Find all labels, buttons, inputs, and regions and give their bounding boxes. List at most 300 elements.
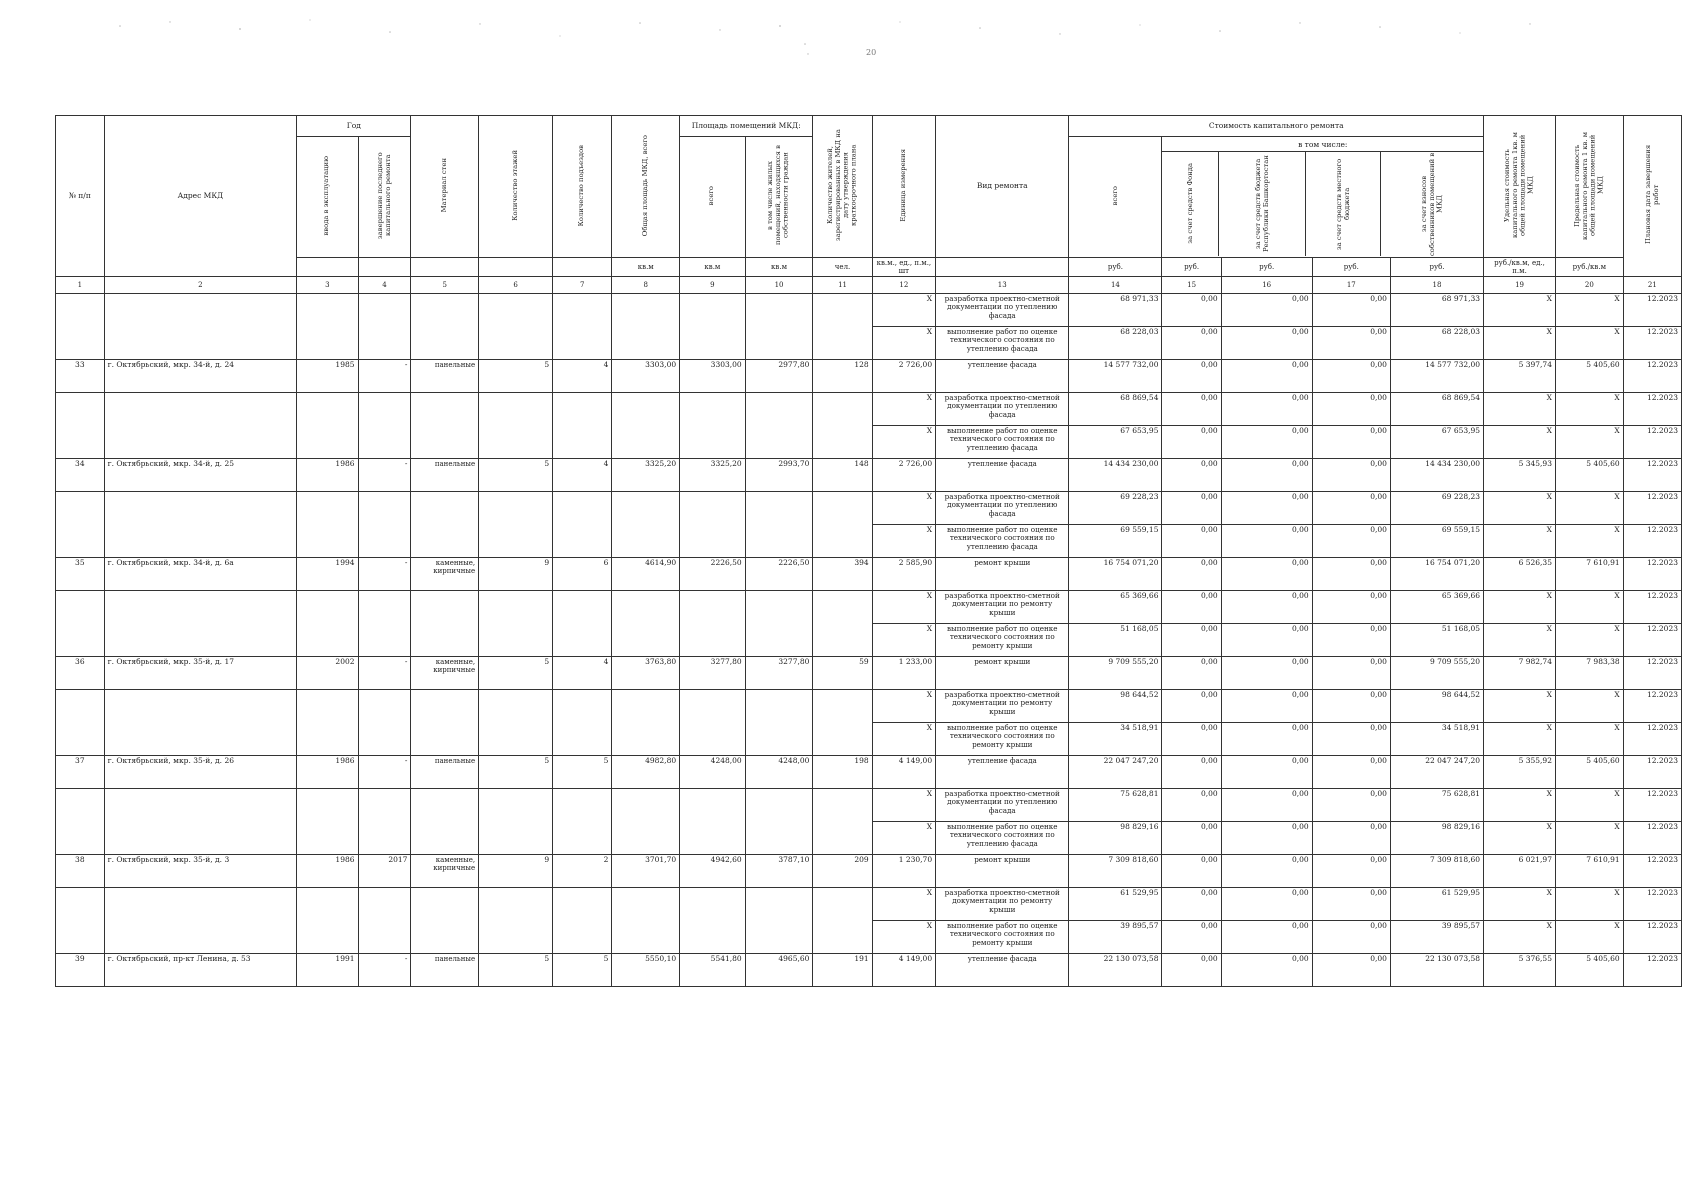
- cell-unit: 2 726,00: [872, 360, 935, 393]
- table-row: [56, 558, 1682, 591]
- cell-year-built: [297, 393, 358, 426]
- cell-entrances: 6: [553, 558, 612, 591]
- table-row: [56, 327, 1682, 360]
- cell-address: г. Октябрьский, мкр. 35-й, д. 17: [104, 657, 297, 690]
- cell-entrances: 5: [553, 756, 612, 789]
- cell-entrances: 4: [553, 459, 612, 492]
- table-row: [56, 657, 1682, 690]
- cell-fund: 0,00: [1162, 492, 1221, 525]
- cell-floors: 5: [479, 360, 553, 393]
- column-number: 17: [1312, 277, 1390, 294]
- cell-year-built: 1986: [297, 459, 358, 492]
- cell-republic: 0,00: [1221, 327, 1312, 360]
- cell-entrances: [553, 723, 612, 756]
- cell-unit: 2 726,00: [872, 459, 935, 492]
- cell-prem-total: 2226,50: [680, 558, 746, 591]
- column-number: 16: [1221, 277, 1312, 294]
- cell-floors: [479, 723, 553, 756]
- cell-republic: 0,00: [1221, 525, 1312, 558]
- cell-entrances: 2: [553, 855, 612, 888]
- cell-owners: 51 168,05: [1390, 624, 1483, 657]
- cell-prem-owned: [745, 426, 813, 459]
- cell-residents: [813, 789, 872, 822]
- cell-material: [411, 690, 479, 723]
- table-row: [56, 360, 1682, 393]
- cell-floors: [479, 492, 553, 525]
- cell-address: г. Октябрьский, пр-кт Ленина, д. 53: [104, 954, 297, 987]
- cell-floors: 5: [479, 756, 553, 789]
- cell-local: 0,00: [1312, 624, 1390, 657]
- cell-cost-total: 68 869,54: [1069, 393, 1162, 426]
- cell-republic: 0,00: [1221, 492, 1312, 525]
- cell-work: выполнение работ по оценке технического состояния по ремонту крыши: [936, 921, 1069, 954]
- cell-unit-cost: X: [1484, 327, 1556, 360]
- cell-limit-cost: 5 405,60: [1555, 954, 1623, 987]
- cell-prem-owned: 2226,50: [745, 558, 813, 591]
- cell-limit-cost: X: [1555, 591, 1623, 624]
- cell-unit-cost: 5 376,55: [1484, 954, 1556, 987]
- cell-unit-cost: X: [1484, 723, 1556, 756]
- cell-owners: 61 529,95: [1390, 888, 1483, 921]
- cell-owners: 69 559,15: [1390, 525, 1483, 558]
- cell-residents: [813, 921, 872, 954]
- cell-year-repair: [358, 393, 411, 426]
- cell-deadline: 12.2023: [1623, 426, 1681, 459]
- cell-material: [411, 822, 479, 855]
- cell-unit: 4 149,00: [872, 756, 935, 789]
- cell-residents: 148: [813, 459, 872, 492]
- cell-residents: [813, 624, 872, 657]
- cell-fund: 0,00: [1162, 855, 1221, 888]
- cell-republic: 0,00: [1221, 624, 1312, 657]
- cell-cost-total: 16 754 071,20: [1069, 558, 1162, 591]
- cell-republic: 0,00: [1221, 690, 1312, 723]
- cell-work: выполнение работ по оценке технического состояния по утеплению фасада: [936, 822, 1069, 855]
- header-prem-owned: в том числе жилых помещений, находящихся в собственности граждан: [745, 137, 813, 258]
- header-residents: Количество жителей, зарегистрированных в МКД на дату утверждения краткосрочного плана: [813, 116, 872, 258]
- cell-deadline: 12.2023: [1623, 822, 1681, 855]
- cell-address: г. Октябрьский, мкр. 35-й, д. 26: [104, 756, 297, 789]
- cell-prem-total: [680, 327, 746, 360]
- cell-unit-cost: 6 526,35: [1484, 558, 1556, 591]
- cell-year-repair: [358, 789, 411, 822]
- cell-limit-cost: 7 610,91: [1555, 855, 1623, 888]
- cell-entrances: [553, 426, 612, 459]
- unit-cell: руб./кв.м: [1555, 258, 1623, 277]
- cell-entrances: [553, 393, 612, 426]
- table-row: [56, 690, 1682, 723]
- cell-fund: 0,00: [1162, 756, 1221, 789]
- unit-cell: [411, 258, 479, 277]
- cell-material: панельные: [411, 459, 479, 492]
- cell-no: 36: [56, 657, 105, 690]
- column-number: 2: [104, 277, 297, 294]
- cell-address: г. Октябрьский, мкр. 34-й, д. 24: [104, 360, 297, 393]
- column-number: 19: [1484, 277, 1556, 294]
- cell-prem-owned: [745, 888, 813, 921]
- cell-unit: X: [872, 591, 935, 624]
- cell-local: 0,00: [1312, 525, 1390, 558]
- cell-deadline: 12.2023: [1623, 855, 1681, 888]
- cell-entrances: [553, 624, 612, 657]
- table-row: [56, 921, 1682, 954]
- cell-work: утепление фасада: [936, 954, 1069, 987]
- cell-year-built: 2002: [297, 657, 358, 690]
- unit-cell: руб.: [1312, 258, 1390, 277]
- column-number: 8: [612, 277, 680, 294]
- cell-no: [56, 921, 105, 954]
- unit-cell: [936, 258, 1069, 277]
- cell-fund: 0,00: [1162, 624, 1221, 657]
- cell-local: 0,00: [1312, 459, 1390, 492]
- cell-address: [104, 426, 297, 459]
- header-no: № п/п: [56, 116, 105, 277]
- column-number: 15: [1162, 277, 1221, 294]
- cell-prem-total: [680, 393, 746, 426]
- cell-work: выполнение работ по оценке технического состояния по утеплению фасада: [936, 525, 1069, 558]
- cell-residents: [813, 723, 872, 756]
- cell-limit-cost: 5 405,60: [1555, 459, 1623, 492]
- unit-cell: кв.м: [612, 258, 680, 277]
- cell-owners: 16 754 071,20: [1390, 558, 1483, 591]
- cell-floors: [479, 888, 553, 921]
- cell-owners: 68 228,03: [1390, 327, 1483, 360]
- cell-limit-cost: X: [1555, 327, 1623, 360]
- cell-republic: 0,00: [1221, 360, 1312, 393]
- cell-republic: 0,00: [1221, 426, 1312, 459]
- cell-work: разработка проектно-сметной документации по утеплению фасада: [936, 393, 1069, 426]
- cell-no: [56, 525, 105, 558]
- column-number: 9: [680, 277, 746, 294]
- cell-year-repair: [358, 591, 411, 624]
- cell-material: каменные, кирпичные: [411, 558, 479, 591]
- cell-prem-total: [680, 921, 746, 954]
- cell-no: [56, 426, 105, 459]
- cell-prem-total: 5541,80: [680, 954, 746, 987]
- cell-deadline: 12.2023: [1623, 492, 1681, 525]
- cell-total-area: 4614,90: [612, 558, 680, 591]
- cell-work: утепление фасада: [936, 756, 1069, 789]
- cell-material: [411, 723, 479, 756]
- cell-floors: [479, 591, 553, 624]
- cell-prem-owned: [745, 393, 813, 426]
- cell-floors: [479, 426, 553, 459]
- cell-unit: 2 585,90: [872, 558, 935, 591]
- cell-local: 0,00: [1312, 888, 1390, 921]
- cell-prem-owned: [745, 624, 813, 657]
- cell-floors: 5: [479, 459, 553, 492]
- cell-work: выполнение работ по оценке технического состояния по утеплению фасада: [936, 327, 1069, 360]
- cell-work: утепление фасада: [936, 459, 1069, 492]
- cell-fund: 0,00: [1162, 921, 1221, 954]
- cell-year-repair: -: [358, 954, 411, 987]
- cell-year-built: 1991: [297, 954, 358, 987]
- cell-owners: 7 309 818,60: [1390, 855, 1483, 888]
- cell-republic: 0,00: [1221, 822, 1312, 855]
- cell-deadline: 12.2023: [1623, 624, 1681, 657]
- cell-total-area: [612, 525, 680, 558]
- cell-fund: 0,00: [1162, 294, 1221, 327]
- cell-address: [104, 591, 297, 624]
- cell-no: [56, 888, 105, 921]
- cell-entrances: 4: [553, 360, 612, 393]
- cell-owners: 9 709 555,20: [1390, 657, 1483, 690]
- cell-fund: 0,00: [1162, 558, 1221, 591]
- cell-no: [56, 327, 105, 360]
- cell-prem-total: [680, 888, 746, 921]
- cell-work: утепление фасада: [936, 360, 1069, 393]
- table-row: [56, 888, 1682, 921]
- table-row: [56, 789, 1682, 822]
- cell-cost-total: 67 653,95: [1069, 426, 1162, 459]
- unit-cell: [479, 258, 553, 277]
- column-number: 12: [872, 277, 935, 294]
- cell-unit-cost: X: [1484, 492, 1556, 525]
- cell-owners: 14 577 732,00: [1390, 360, 1483, 393]
- column-number: 14: [1069, 277, 1162, 294]
- cell-fund: 0,00: [1162, 393, 1221, 426]
- cell-cost-total: 22 130 073,58: [1069, 954, 1162, 987]
- cell-unit-cost: 5 397,74: [1484, 360, 1556, 393]
- cell-unit-cost: 5 355,92: [1484, 756, 1556, 789]
- table-row: [56, 855, 1682, 888]
- table-row: [56, 954, 1682, 987]
- cell-year-repair: [358, 921, 411, 954]
- cell-address: г. Октябрьский, мкр. 34-й, д. 6а: [104, 558, 297, 591]
- cell-material: [411, 492, 479, 525]
- cell-year-built: [297, 591, 358, 624]
- cell-owners: 69 228,23: [1390, 492, 1483, 525]
- cell-cost-total: 39 895,57: [1069, 921, 1162, 954]
- cell-limit-cost: 7 610,91: [1555, 558, 1623, 591]
- table-row: [56, 459, 1682, 492]
- cell-no: [56, 393, 105, 426]
- cell-prem-total: [680, 822, 746, 855]
- table-row: [56, 393, 1682, 426]
- scan-noise-strip: [80, 14, 1600, 64]
- cell-address: [104, 690, 297, 723]
- unit-cell: руб.: [1390, 258, 1483, 277]
- cell-local: 0,00: [1312, 756, 1390, 789]
- cell-material: [411, 888, 479, 921]
- table-body: [56, 294, 1682, 987]
- cell-total-area: [612, 327, 680, 360]
- cell-fund: 0,00: [1162, 954, 1221, 987]
- cell-total-area: [612, 426, 680, 459]
- cell-year-repair: -: [358, 459, 411, 492]
- cell-residents: [813, 822, 872, 855]
- cell-material: [411, 393, 479, 426]
- cell-prem-total: [680, 492, 746, 525]
- cell-cost-total: 75 628,81: [1069, 789, 1162, 822]
- cell-prem-total: 3303,00: [680, 360, 746, 393]
- cell-total-area: 4982,80: [612, 756, 680, 789]
- cell-limit-cost: X: [1555, 888, 1623, 921]
- cell-total-area: [612, 690, 680, 723]
- cell-fund: 0,00: [1162, 591, 1221, 624]
- cell-address: [104, 294, 297, 327]
- cell-prem-owned: 3277,80: [745, 657, 813, 690]
- cell-floors: [479, 393, 553, 426]
- cell-deadline: 12.2023: [1623, 888, 1681, 921]
- column-number: 10: [745, 277, 813, 294]
- cell-fund: 0,00: [1162, 789, 1221, 822]
- cell-deadline: 12.2023: [1623, 756, 1681, 789]
- cell-no: [56, 789, 105, 822]
- cell-unit: X: [872, 327, 935, 360]
- cell-no: 38: [56, 855, 105, 888]
- cell-republic: 0,00: [1221, 954, 1312, 987]
- column-number: 3: [297, 277, 358, 294]
- cell-address: [104, 921, 297, 954]
- cell-local: 0,00: [1312, 360, 1390, 393]
- cell-residents: 198: [813, 756, 872, 789]
- cell-no: 34: [56, 459, 105, 492]
- unit-cell: чел.: [813, 258, 872, 277]
- column-number: 11: [813, 277, 872, 294]
- cell-deadline: 12.2023: [1623, 591, 1681, 624]
- cell-floors: [479, 327, 553, 360]
- cell-total-area: [612, 723, 680, 756]
- cell-unit-cost: X: [1484, 624, 1556, 657]
- cell-entrances: [553, 525, 612, 558]
- unit-cell: руб./кв.м, ед., п.м.: [1484, 258, 1556, 277]
- header-incl-group: в том числе: за счет средств Фонда за счет средств бюджета Республики Башкортостан за счет средств местного бюджета за счет взносов собственников помещений в МКД: [1162, 137, 1484, 258]
- cell-unit: 1 233,00: [872, 657, 935, 690]
- unit-cell: кв.м., ед., п.м., шт: [872, 258, 935, 277]
- cell-fund: 0,00: [1162, 327, 1221, 360]
- cell-owners: 75 628,81: [1390, 789, 1483, 822]
- cell-fund: 0,00: [1162, 822, 1221, 855]
- cell-material: [411, 591, 479, 624]
- cell-prem-total: [680, 723, 746, 756]
- cell-prem-owned: [745, 327, 813, 360]
- cell-owners: 39 895,57: [1390, 921, 1483, 954]
- cell-no: [56, 591, 105, 624]
- cell-owners: 98 644,52: [1390, 690, 1483, 723]
- cell-republic: 0,00: [1221, 855, 1312, 888]
- cell-address: [104, 789, 297, 822]
- cell-cost-total: 7 309 818,60: [1069, 855, 1162, 888]
- column-number: 20: [1555, 277, 1623, 294]
- cell-work: выполнение работ по оценке технического состояния по ремонту крыши: [936, 624, 1069, 657]
- cell-deadline: 12.2023: [1623, 690, 1681, 723]
- cell-limit-cost: X: [1555, 492, 1623, 525]
- cell-cost-total: 69 559,15: [1069, 525, 1162, 558]
- cell-year-repair: [358, 492, 411, 525]
- cell-unit-cost: 6 021,97: [1484, 855, 1556, 888]
- cell-no: [56, 492, 105, 525]
- header-limit-cost: Предельная стоимость капитального ремонта 1 кв. м общей площади помещений МКД: [1555, 116, 1623, 258]
- cell-year-repair: [358, 723, 411, 756]
- cell-unit-cost: X: [1484, 426, 1556, 459]
- cell-address: г. Октябрьский, мкр. 35-й, д. 3: [104, 855, 297, 888]
- cell-floors: [479, 294, 553, 327]
- unit-cell: [297, 258, 358, 277]
- cell-entrances: [553, 822, 612, 855]
- cell-year-repair: -: [358, 558, 411, 591]
- cell-limit-cost: X: [1555, 921, 1623, 954]
- cell-residents: 394: [813, 558, 872, 591]
- cell-local: 0,00: [1312, 855, 1390, 888]
- cell-total-area: [612, 624, 680, 657]
- cell-address: [104, 624, 297, 657]
- cell-year-repair: [358, 624, 411, 657]
- cell-owners: 22 047 247,20: [1390, 756, 1483, 789]
- cell-local: 0,00: [1312, 492, 1390, 525]
- cell-total-area: [612, 789, 680, 822]
- cell-prem-total: [680, 624, 746, 657]
- cell-no: 39: [56, 954, 105, 987]
- cell-address: [104, 888, 297, 921]
- cell-prem-total: [680, 591, 746, 624]
- cell-prem-owned: 4248,00: [745, 756, 813, 789]
- cell-entrances: [553, 888, 612, 921]
- cell-entrances: [553, 591, 612, 624]
- cell-residents: [813, 591, 872, 624]
- cell-cost-total: 65 369,66: [1069, 591, 1162, 624]
- cell-limit-cost: X: [1555, 525, 1623, 558]
- cell-local: 0,00: [1312, 723, 1390, 756]
- cell-unit: 4 149,00: [872, 954, 935, 987]
- cell-owners: 34 518,91: [1390, 723, 1483, 756]
- cell-floors: 5: [479, 657, 553, 690]
- cell-entrances: [553, 921, 612, 954]
- cell-local: 0,00: [1312, 591, 1390, 624]
- cell-republic: 0,00: [1221, 459, 1312, 492]
- cell-total-area: [612, 921, 680, 954]
- cell-material: [411, 624, 479, 657]
- cell-year-repair: [358, 822, 411, 855]
- cell-residents: [813, 525, 872, 558]
- cell-fund: 0,00: [1162, 723, 1221, 756]
- cell-floors: 9: [479, 558, 553, 591]
- cell-limit-cost: X: [1555, 723, 1623, 756]
- cell-address: [104, 723, 297, 756]
- cell-floors: [479, 525, 553, 558]
- cell-limit-cost: X: [1555, 393, 1623, 426]
- cell-local: 0,00: [1312, 789, 1390, 822]
- cell-republic: 0,00: [1221, 789, 1312, 822]
- cell-year-built: [297, 690, 358, 723]
- cell-residents: 128: [813, 360, 872, 393]
- column-number: 5: [411, 277, 479, 294]
- cell-residents: 209: [813, 855, 872, 888]
- cell-year-repair: -: [358, 756, 411, 789]
- cell-unit: X: [872, 888, 935, 921]
- cell-prem-total: 3325,20: [680, 459, 746, 492]
- cell-prem-total: 3277,80: [680, 657, 746, 690]
- cell-limit-cost: X: [1555, 789, 1623, 822]
- header-year-group: Год: [297, 116, 411, 137]
- cell-owners: 68 971,33: [1390, 294, 1483, 327]
- cell-material: панельные: [411, 954, 479, 987]
- page-number: 20: [866, 48, 877, 57]
- cell-local: 0,00: [1312, 921, 1390, 954]
- cell-unit-cost: 7 982,74: [1484, 657, 1556, 690]
- cell-unit-cost: X: [1484, 921, 1556, 954]
- cell-material: [411, 327, 479, 360]
- unit-cell: руб.: [1221, 258, 1312, 277]
- cell-total-area: 3763,80: [612, 657, 680, 690]
- column-number: 7: [553, 277, 612, 294]
- cell-work: разработка проектно-сметной документации по ремонту крыши: [936, 888, 1069, 921]
- cell-deadline: 12.2023: [1623, 657, 1681, 690]
- cell-work: разработка проектно-сметной документации по утеплению фасада: [936, 789, 1069, 822]
- cell-total-area: 3325,20: [612, 459, 680, 492]
- cell-unit-cost: X: [1484, 393, 1556, 426]
- cell-cost-total: 9 709 555,20: [1069, 657, 1162, 690]
